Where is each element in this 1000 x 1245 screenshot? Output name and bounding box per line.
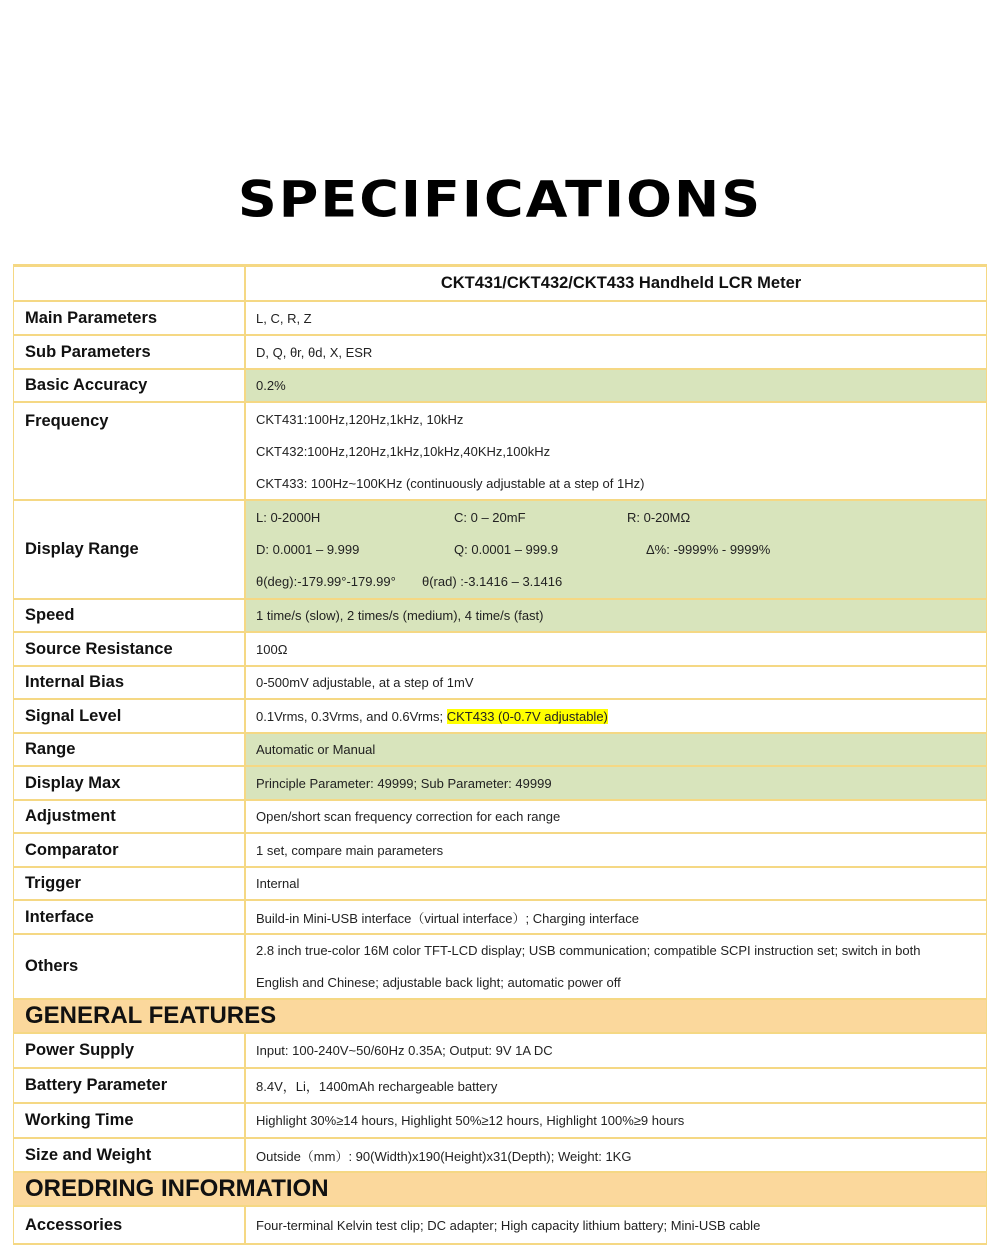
row-battery-parameter [14,1069,986,1104]
row-label: Basic Accuracy [14,370,246,401]
row-internal-bias [14,667,986,700]
row-display-max [14,767,986,801]
row-range [14,734,986,767]
range-theta-rad: θ(rad) :-3.1416 – 3.1416 [422,574,563,589]
header-empty-cell [14,267,246,300]
row-value: 8.4V，Li，1400mAh rechargeable battery [246,1069,986,1102]
row-label: Adjustment [14,801,246,832]
row-power-supply [14,1034,986,1069]
row-value: 0.2% [246,370,986,401]
row-label: Interface [14,901,246,933]
row-label: Battery Parameter [14,1069,246,1102]
row-label: Main Parameters [14,302,246,334]
row-label: Source Resistance [14,633,246,665]
range-d: D: 0.0001 – 9.999 [256,542,360,557]
range-l: L: 0-2000H [256,510,321,525]
row-value: 1 time/s (slow), 2 times/s (medium), 4 time/s (fast) [246,600,986,631]
frequency-line-ckt433: CKT433: 100Hz~100KHz (continuously adjustable at a step of 1Hz) [256,475,645,491]
row-label: Working Time [14,1104,246,1137]
range-delta: Δ%: -9999% - 9999% [646,542,771,557]
row-display-range [14,501,986,600]
row-label: Display Max [14,767,246,799]
row-trigger [14,868,986,901]
signal-level-text: 0.1Vrms, 0.3Vrms, and 0.6Vrms; [256,708,447,724]
row-value: Principle Parameter: 49999; Sub Parameter: 49999 [246,767,986,799]
row-label: Accessories [14,1207,246,1243]
frequency-line-ckt432: CKT432:100Hz,120Hz,1kHz,10kHz,40KHz,100kHz [256,443,551,459]
row-value: L, C, R, Z [246,302,986,334]
page-title: SPECIFICATIONS [237,170,763,229]
display-range-line-3 [256,566,986,598]
row-value [246,501,986,598]
range-r: R: 0-20MΩ [627,510,691,525]
row-size-weight [14,1139,986,1173]
others-line-1: 2.8 inch true-color 16M color TFT-LCD display; USB communication; compatible SCPI instruction set; switch in both [256,943,921,959]
row-working-time [14,1104,986,1139]
row-value [246,403,986,499]
range-q: Q: 0.0001 – 999.9 [454,542,559,557]
row-value: 100Ω [246,633,986,665]
row-label: Comparator [14,834,246,866]
row-value: Outside（mm）: 90(Width)x190(Height)x31(Depth); Weight: 1KG [246,1139,986,1171]
row-value: Automatic or Manual [246,734,986,765]
table-header-row [14,267,986,302]
table-header-title: CKT431/CKT432/CKT433 Handheld LCR Meter [246,267,986,300]
row-value: Highlight 30%≥14 hours, Highlight 50%≥12 hours, Highlight 100%≥9 hours [246,1104,986,1137]
row-value: Input: 100-240V~50/60Hz 0.35A; Output: 9V 1A DC [246,1034,986,1067]
row-source-resistance [14,633,986,667]
row-main-parameters [14,302,986,336]
row-value: Internal [246,868,986,899]
range-c: C: 0 – 20mF [454,510,526,525]
row-label: Sub Parameters [14,336,246,368]
row-label: Size and Weight [14,1139,246,1171]
spec-table [13,264,987,1245]
row-sub-parameters [14,336,986,370]
row-signal-level [14,700,986,734]
row-value: Open/short scan frequency correction for each range [246,801,986,832]
row-label: Signal Level [14,700,246,732]
row-label: Internal Bias [14,667,246,698]
row-label: Speed [14,600,246,631]
row-comparator [14,834,986,868]
display-range-line-1 [256,502,986,534]
row-value: D, Q, θr, θd, X, ESR [246,336,986,368]
section-general-features: GENERAL FEATURES [14,1000,986,1034]
row-label: Range [14,734,246,765]
row-label: Others [14,935,246,998]
row-value: 1 set, compare main parameters [246,834,986,866]
row-label: Display Range [14,501,246,598]
section-ordering-information: OREDRING INFORMATION [14,1173,986,1207]
display-range-line-2 [256,534,986,566]
row-label: Trigger [14,868,246,899]
row-others [14,935,986,1000]
row-value: 0-500mV adjustable, at a step of 1mV [246,667,986,698]
row-value: Four-terminal Kelvin test clip; DC adapter; High capacity lithium battery; Mini-USB cable [246,1207,986,1243]
others-line-2: English and Chinese; adjustable back light; automatic power off [256,974,621,990]
row-frequency [14,403,986,501]
row-speed [14,600,986,633]
row-value: Build-in Mini-USB interface（virtual interface）; Charging interface [246,901,986,933]
row-interface [14,901,986,935]
row-value [246,700,986,732]
row-value [246,935,986,998]
range-theta-deg: θ(deg):-179.99°-179.99° [256,574,396,589]
signal-level-highlight: CKT433 (0-0.7V adjustable) [446,708,608,724]
row-accessories [14,1207,986,1245]
row-label: Frequency [14,403,246,499]
row-adjustment [14,801,986,834]
frequency-line-ckt431: CKT431:100Hz,120Hz,1kHz, 10kHz [256,411,464,427]
row-label: Power Supply [14,1034,246,1067]
row-basic-accuracy [14,370,986,403]
